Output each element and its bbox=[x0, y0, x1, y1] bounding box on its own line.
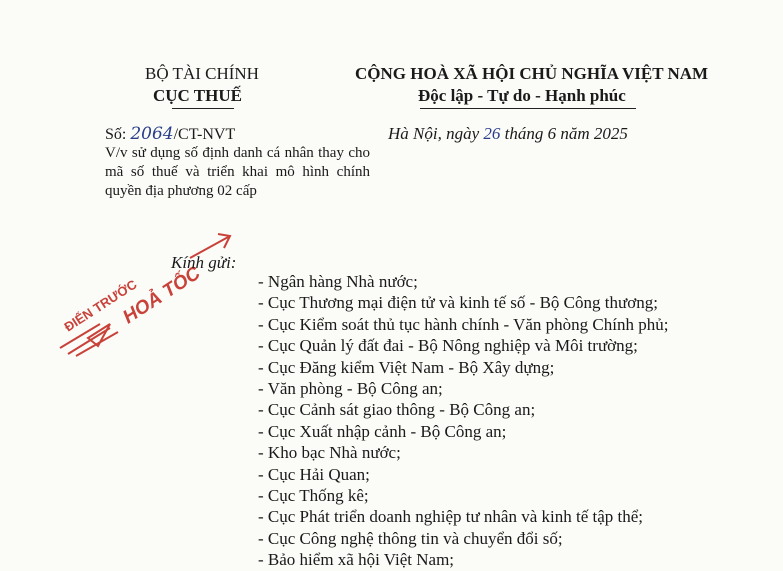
recipient-item: - Cục Công nghệ thông tin và chuyển đổi số; bbox=[258, 528, 563, 548]
document-number-handwritten: 2064 bbox=[130, 124, 174, 144]
date-line bbox=[388, 124, 628, 144]
greeting: Kính gửi: bbox=[171, 253, 237, 272]
document-number-suffix: /CT-NVT bbox=[173, 126, 236, 143]
department-name: CỤC THUẾ bbox=[153, 86, 242, 105]
recipient-item: - Cục Thống kê; bbox=[258, 486, 369, 506]
recipient-item: - Văn phòng - Bộ Công an; bbox=[258, 379, 443, 399]
document-number bbox=[105, 124, 235, 144]
stamp-text-line1: ĐIỂN TRƯỚC bbox=[61, 276, 140, 335]
document-subject: V/v sử dụng số định danh cá nhân thay cho mã số thuế và triển khai mô hình chính quyền địa phương 02 cấp bbox=[105, 145, 370, 199]
recipient-item: - Cục Xuất nhập cảnh - Bộ Công an; bbox=[258, 421, 507, 441]
recipient-item: - Ngân hàng Nhà nước; bbox=[258, 272, 418, 291]
recipient-item: - Bảo hiểm xã hội Việt Nam; bbox=[258, 550, 455, 570]
recipient-item: - Cục Hải Quan; bbox=[258, 464, 370, 484]
national-motto: Độc lập - Tự do - Hạnh phúc bbox=[418, 86, 626, 105]
recipient-item: - Cục Đăng kiểm Việt Nam - Bộ Xây dựng; bbox=[258, 357, 555, 377]
ministry-name: BỘ TÀI CHÍNH bbox=[145, 64, 259, 83]
recipient-item: - Cục Cảnh sát giao thông - Bộ Công an; bbox=[258, 400, 536, 420]
recipient-item: - Cục Phát triển doanh nghiệp tư nhân và kinh tế tập thể; bbox=[258, 507, 644, 527]
department-underline bbox=[172, 108, 234, 109]
recipient-list bbox=[258, 271, 668, 571]
national-title: CỘNG HOÀ XÃ HỘI CHỦ NGHĨA VIỆT NAM bbox=[355, 64, 709, 83]
date-prefix: Hà Nội, ngày bbox=[388, 124, 484, 143]
urgent-stamp bbox=[40, 228, 240, 358]
recipient-item: - Cục Thương mại điện tử và kinh tế số - Bộ Công thương; bbox=[258, 293, 658, 313]
motto-underline bbox=[420, 108, 636, 109]
document-number-prefix: Số: bbox=[105, 126, 131, 143]
date-day-handwritten: 26 bbox=[483, 124, 501, 143]
recipient-item: - Cục Quản lý đất đai - Bộ Nông nghiệp và Môi trường; bbox=[258, 336, 638, 356]
stamp-text-line2: HOẢ TỐC bbox=[119, 262, 205, 329]
recipient-item: - Cục Kiểm soát thủ tục hành chính - Văn phòng Chính phủ; bbox=[258, 314, 669, 334]
recipient-item: - Kho bạc Nhà nước; bbox=[258, 443, 401, 463]
date-suffix: tháng 6 năm 2025 bbox=[500, 124, 628, 143]
